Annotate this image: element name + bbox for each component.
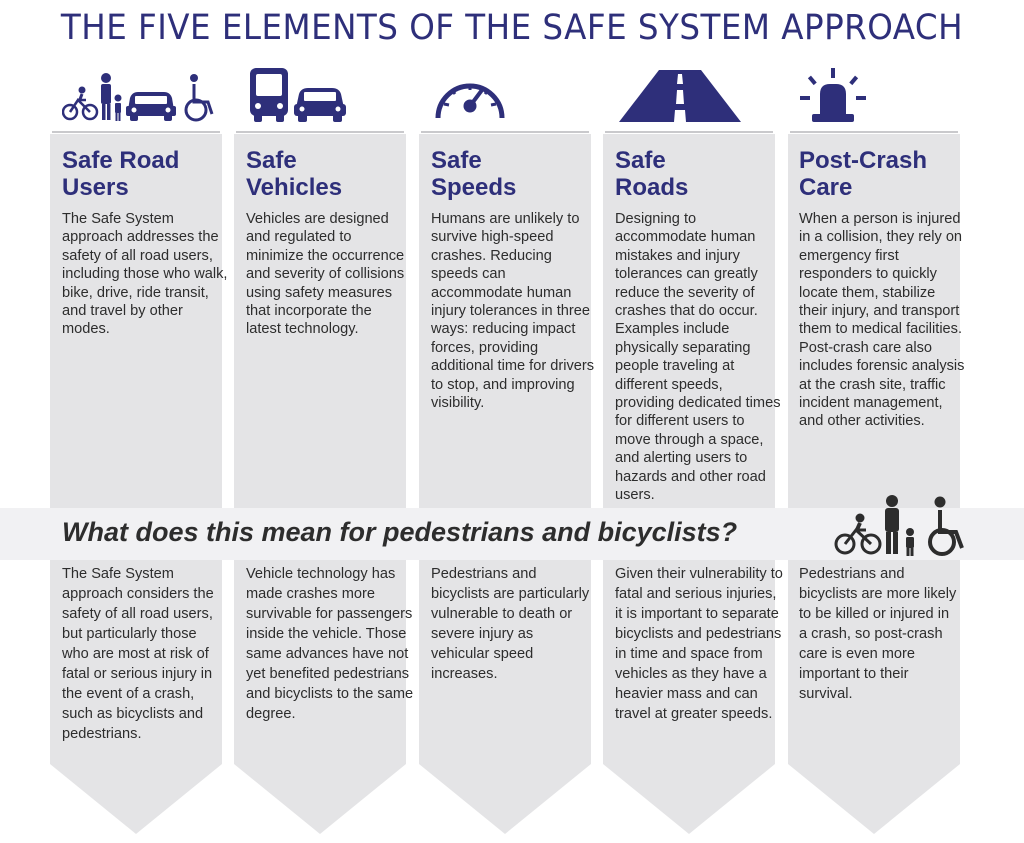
divider (52, 131, 220, 133)
description-safe-vehicles: Vehicles are designed and regulated to minimize the occurrence and severity of collisions using safety measures that incorporate the latest technology. (246, 211, 405, 338)
road-icon (619, 70, 741, 122)
speedometer-icon (438, 84, 502, 118)
wheelchair-icon (930, 497, 962, 555)
page-title: THE FIVE ELEMENTS OF THE SAFE SYSTEM APPROACH (60, 8, 964, 48)
description-post-crash-care: When a person is injured in a collision, they rely on emergency first responders to quickly locate them, stabilize their injury, and transport them to medical facilities. Post-crash care also includes forensic analysis at the crash site, traffic incident management, and other activities. (799, 211, 965, 430)
car-icon (126, 92, 176, 121)
heading-safe-speeds: Safe Speeds (431, 147, 517, 201)
bicyclist-icon (63, 87, 97, 120)
ped-bike-post-crash-care: Pedestrians and bicyclists are more likely to be killed or injured in a crash, so post-crash care is even more important to their survival. (799, 566, 957, 702)
safe-vehicles-icons (248, 66, 348, 124)
heading-safe-vehicles: Safe Vehicles (246, 147, 343, 201)
heading-safe-roads: Safe Roads (615, 147, 689, 201)
post-crash-care-icons (798, 66, 868, 124)
divider (605, 131, 773, 133)
ped-bike-safe-road-users: The Safe System approach considers the safety of all road users, but particularly those who are most at risk of fatal or serious injury in the event of a crash, such as bicyclists and pedestrians. (62, 566, 214, 742)
heading-post-crash-care: Post-Crash Care (799, 147, 928, 201)
ped-bike-safe-speeds: Pedestrians and bicyclists are particularly vulnerable to death or severe injury as vehicular speed increases. (431, 566, 590, 682)
divider (236, 131, 404, 133)
heading-safe-road-users: Safe Road Users (62, 147, 180, 201)
ped-bike-safe-vehicles: Vehicle technology has made crashes more survivable for passengers inside the vehicle. Those same advances have not yet benefited pedestrians and bicyclists to the same degree. (246, 566, 414, 722)
bus-icon (250, 68, 288, 122)
divider (421, 131, 589, 133)
question-heading: What does this mean for pedestrians and bicyclists? (62, 517, 738, 547)
divider (790, 131, 958, 133)
ped-bike-icons (834, 494, 974, 563)
wheelchair-icon (186, 74, 212, 120)
bicyclist-icon (836, 514, 880, 554)
emergency-light-icon (800, 68, 866, 122)
safe-speeds-icons (430, 66, 510, 124)
ped-bike-safe-roads: Given their vulnerability to fatal and serious injuries, it is important to separate bicyclists and pedestrians in time and space from vehicles as they have a heavier mass and can travel at greater speeds. (615, 566, 783, 722)
description-safe-speeds: Humans are unlikely to survive high-speed crashes. Reducing speeds can accommodate human injury tolerances in three ways: reducing impact forces, providing additional time for drivers to stop, and improving visibility. (431, 211, 595, 412)
safe-roads-icons (615, 66, 745, 124)
pedestrian-family-icon (885, 495, 914, 556)
safe-road-users-icons (62, 66, 222, 124)
description-safe-road-users: The Safe System approach addresses the safety of all road users, including those who walk, bike, drive, ride transit, and travel by other modes. (62, 211, 228, 338)
pedestrian-family-icon (101, 73, 122, 121)
description-safe-roads: Designing to accommodate human mistakes and injury tolerances can greatly reduce the severity of crashes that do occur. Examples include physically separating people traveling at different speeds, providing dedicated times for different users to move through a space, and alerting users to hazards and other road users. (615, 211, 781, 504)
car-icon (294, 88, 346, 122)
